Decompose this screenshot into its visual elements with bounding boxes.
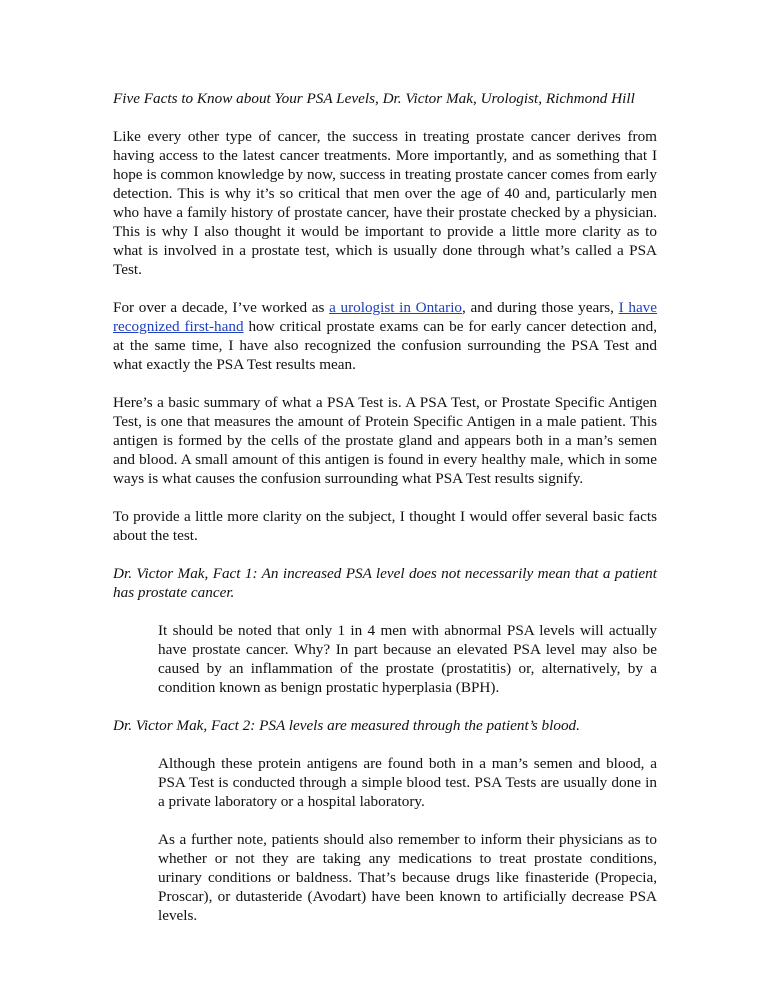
paragraph-facts-intro: To provide a little more clarity on the subject, I thought I would offer several basic facts about the test. xyxy=(113,508,657,544)
document-title: Five Facts to Know about Your PSA Levels, Dr. Victor Mak, Urologist, Richmond Hill xyxy=(113,90,635,107)
paragraph-experience xyxy=(113,298,657,374)
fact-1-body: It should be noted that only 1 in 4 men with abnormal PSA levels will actually have prostate cancer. Why? In part because an elevated PSA level may also be caused by an inflammation of the prostate (prostatitis) or, alternatively, by a condition known as benign prostatic hyperplasia (BPH). xyxy=(158,622,657,696)
text: , and during those years, xyxy=(462,299,619,316)
paragraph-intro: Like every other type of cancer, the success in treating prostate cancer derives from having access to the latest cancer treatments. More importantly, and as something that I hope is common knowledge by now, success in treating prostate cancer comes from early detection. This is why it’s so critical that men over the age of 40 and, particularly men who have a family history of prostate cancer, have their prostate checked by a physician. This is why I also thought it would be important to provide a little more clarity as to what is involved in a prostate test, which is usually done through what’s called a PSA Test. xyxy=(113,128,657,278)
text: For over a decade, I’ve worked as xyxy=(113,299,330,316)
fact-2-body-1: Although these protein antigens are found both in a man’s semen and blood, a PSA Test is conducted through a simple blood test. PSA Tests are usually done in a private laboratory or a hospital laboratory. xyxy=(158,755,657,810)
recognized-first-hand-link[interactable]: I have recognized first-hand xyxy=(113,299,658,335)
paragraph-psa-summary: Here’s a basic summary of what a PSA Test is. A PSA Test, or Prostate Specific Antigen Test, is one that measures the amount of Protein Specific Antigen in a male patient. This antigen is formed by the cells of the prostate gland and appears both in a man’s semen and blood. A small amount of this antigen is found in every healthy male, which in some ways is what causes the confusion surrounding what PSA Test results signify. xyxy=(113,394,657,487)
fact-2-heading: Dr. Victor Mak, Fact 2: PSA levels are measured through the patient’s blood. xyxy=(113,717,580,734)
fact-2-body-2: As a further note, patients should also remember to inform their physicians as to whether or not they are taking any medications to treat prostate conditions, urinary conditions or baldness. That’s because drugs like finasteride (Propecia, Proscar), or dutasteride (Avodart) have been known to artificially decrease PSA levels. xyxy=(158,831,657,924)
urologist-ontario-link[interactable]: a urologist in Ontario xyxy=(329,299,463,316)
fact-1-heading: Dr. Victor Mak, Fact 1: An increased PSA level does not necessarily mean that a patient has prostate cancer. xyxy=(113,565,657,601)
document-page xyxy=(113,89,657,944)
text: how critical prostate exams can be for early cancer detection and, at the same time, I have also recognized the confusion surrounding the PSA Test and what exactly the PSA Test results mean. xyxy=(113,318,657,373)
